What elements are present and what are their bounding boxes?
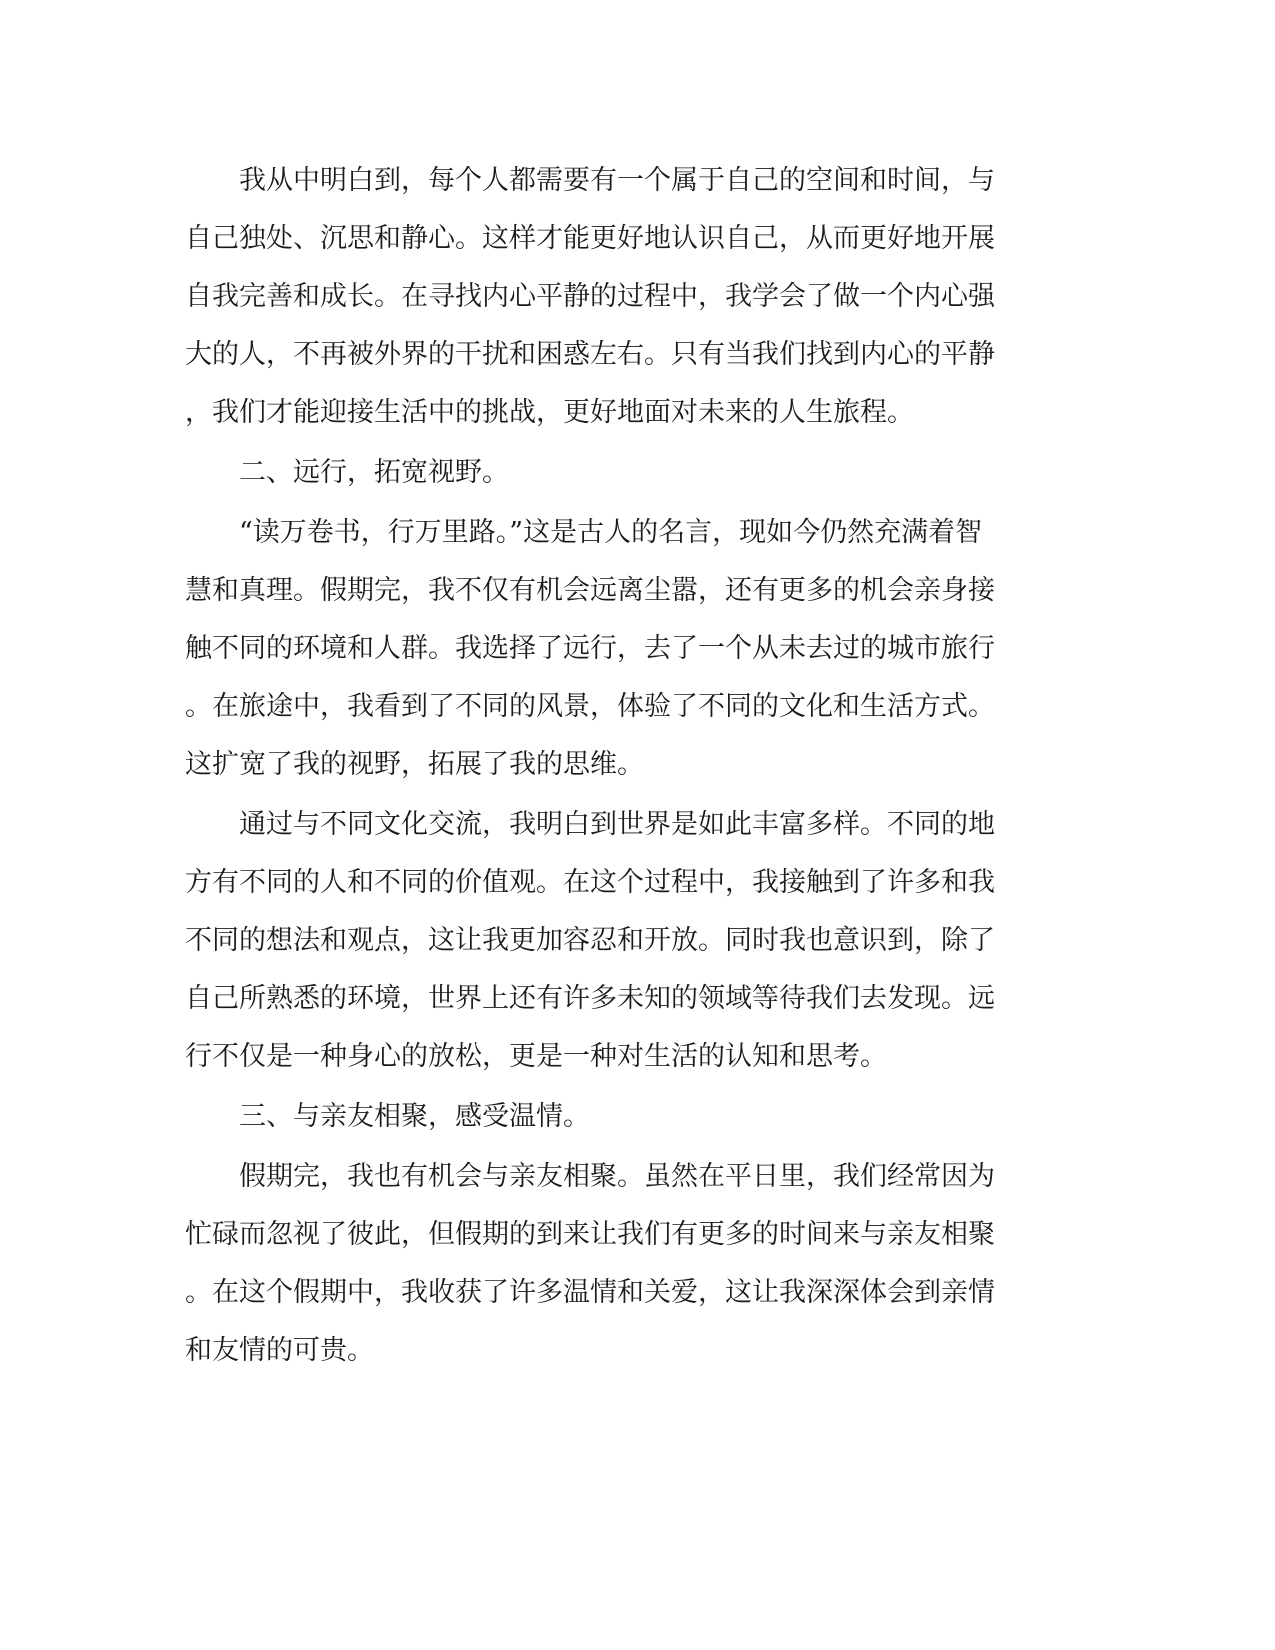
text-line: “读万卷书，行万里路。”这是古人的名言，现如今仍然充满着智 xyxy=(185,517,983,548)
section-heading: 三、与亲友相聚，感受温情。 xyxy=(185,1101,590,1132)
text-line: 自己独处、沉思和静心。这样才能更好地认识自己，从而更好地开展 xyxy=(185,223,995,254)
text-line: 通过与不同文化交流，我明白到世界是如此丰富多样。不同的地 xyxy=(185,809,995,840)
text-line: 方有不同的人和不同的价值观。在这个过程中，我接触到了许多和我 xyxy=(185,867,995,898)
text-line: 慧和真理。假期完，我不仅有机会远离尘嚣，还有更多的机会亲身接 xyxy=(185,575,995,606)
section-heading: 二、远行，拓宽视野。 xyxy=(185,457,509,488)
text-line: ，我们才能迎接生活中的挑战，更好地面对未来的人生旅程。 xyxy=(185,397,914,428)
text-line: 大的人，不再被外界的干扰和困惑左右。只有当我们找到内心的平静 xyxy=(185,339,995,370)
text-line: 忙碌而忽视了彼此，但假期的到来让我们有更多的时间来与亲友相聚 xyxy=(185,1219,995,1250)
text-line: 不同的想法和观点，这让我更加容忍和开放。同时我也意识到，除了 xyxy=(185,925,995,956)
text-line: 自己所熟悉的环境，世界上还有许多未知的领域等待我们去发现。远 xyxy=(185,983,995,1014)
text-line: 行不仅是一种身心的放松，更是一种对生活的认知和思考。 xyxy=(185,1041,887,1072)
text-line: 和友情的可贵。 xyxy=(185,1335,374,1366)
text-line: 自我完善和成长。在寻找内心平静的过程中，我学会了做一个内心强 xyxy=(185,281,995,312)
text-line: 我从中明白到，每个人都需要有一个属于自己的空间和时间，与 xyxy=(185,165,995,196)
text-line: 触不同的环境和人群。我选择了远行，去了一个从未去过的城市旅行 xyxy=(185,633,995,664)
text-line: 这扩宽了我的视野，拓展了我的思维。 xyxy=(185,749,644,780)
text-line: 。在旅途中，我看到了不同的风景，体验了不同的文化和生活方式。 xyxy=(185,691,995,722)
text-line: 。在这个假期中，我收获了许多温情和关爱，这让我深深体会到亲情 xyxy=(185,1277,995,1308)
text-line: 假期完，我也有机会与亲友相聚。虽然在平日里，我们经常因为 xyxy=(185,1161,995,1192)
